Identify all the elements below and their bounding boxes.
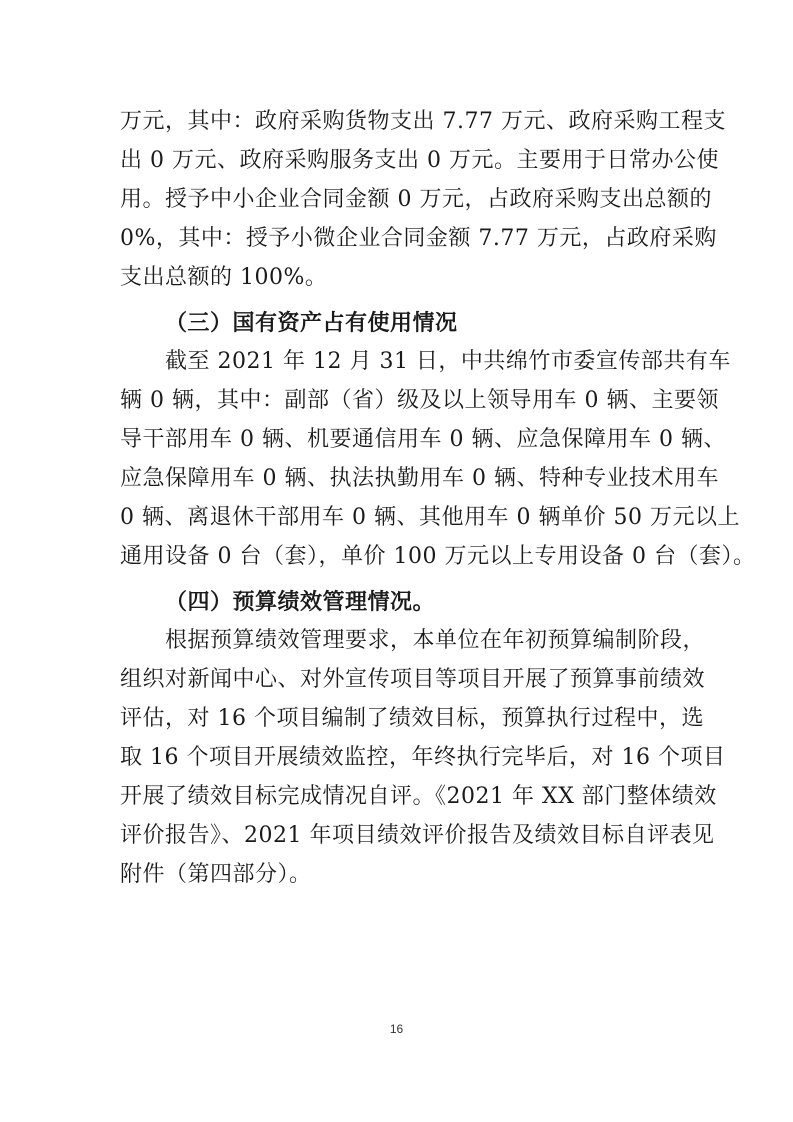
paragraph-line: 用。授予中小企业合同金额 0 万元，占政府采购支出总额的 <box>120 187 712 212</box>
paragraph-line: 截至 2021 年 12 月 31 日，中共绵竹市委宣传部共有车 <box>165 349 731 374</box>
paragraph-line: 出 0 万元、政府采购服务支出 0 万元。主要用于日常办公使 <box>120 148 719 173</box>
paragraph-line: 0%，其中：授予小微企业合同金额 7.77 万元，占政府采购 <box>120 226 717 251</box>
paragraph-line: 通用设备 0 台（套），单价 100 万元以上专用设备 0 台（套）。 <box>120 544 756 569</box>
section-heading-performance: （四）预算绩效管理情况。 <box>165 590 436 615</box>
paragraph-line: 根据预算绩效管理要求，本单位在年初预算编制阶段， <box>165 628 706 653</box>
paragraph-line: 支出总额的 100%。 <box>120 265 328 290</box>
paragraph-line: 开展了绩效目标完成情况自评。《2021 年 XX 部门整体绩效 <box>120 784 717 809</box>
paragraph-line: 0 辆、离退休干部用车 0 辆、其他用车 0 辆单价 50 万元以上 <box>120 505 740 530</box>
paragraph-line: 评价报告》、2021 年项目绩效评价报告及绩效目标自评表见 <box>120 823 715 848</box>
paragraph-line: 导干部用车 0 辆、机要通信用车 0 辆、应急保障用车 0 辆、 <box>120 427 726 452</box>
paragraph-line: 取 16 个项目开展绩效监控，年终执行完毕后，对 16 个项目 <box>120 745 726 770</box>
paragraph-line: 组织对新闻中心、对外宣传项目等项目开展了预算事前绩效 <box>120 667 706 692</box>
paragraph-line: 辆 0 辆，其中：副部（省）级及以上领导用车 0 辆、主要领 <box>120 388 719 413</box>
paragraph-line: 应急保障用车 0 辆、执法执勤用车 0 辆、特种专业技术用车 <box>120 466 719 491</box>
paragraph-line: 万元，其中：政府采购货物支出 7.77 万元、政府采购工程支 <box>120 109 726 134</box>
paragraph-line: 评估，对 16 个项目编制了绩效目标，预算执行过程中，选 <box>120 706 704 731</box>
paragraph-line: 附件（第四部分）。 <box>120 862 312 887</box>
section-heading-assets: （三）国有资产占有使用情况 <box>165 311 458 336</box>
page-number: 16 <box>389 1022 404 1036</box>
